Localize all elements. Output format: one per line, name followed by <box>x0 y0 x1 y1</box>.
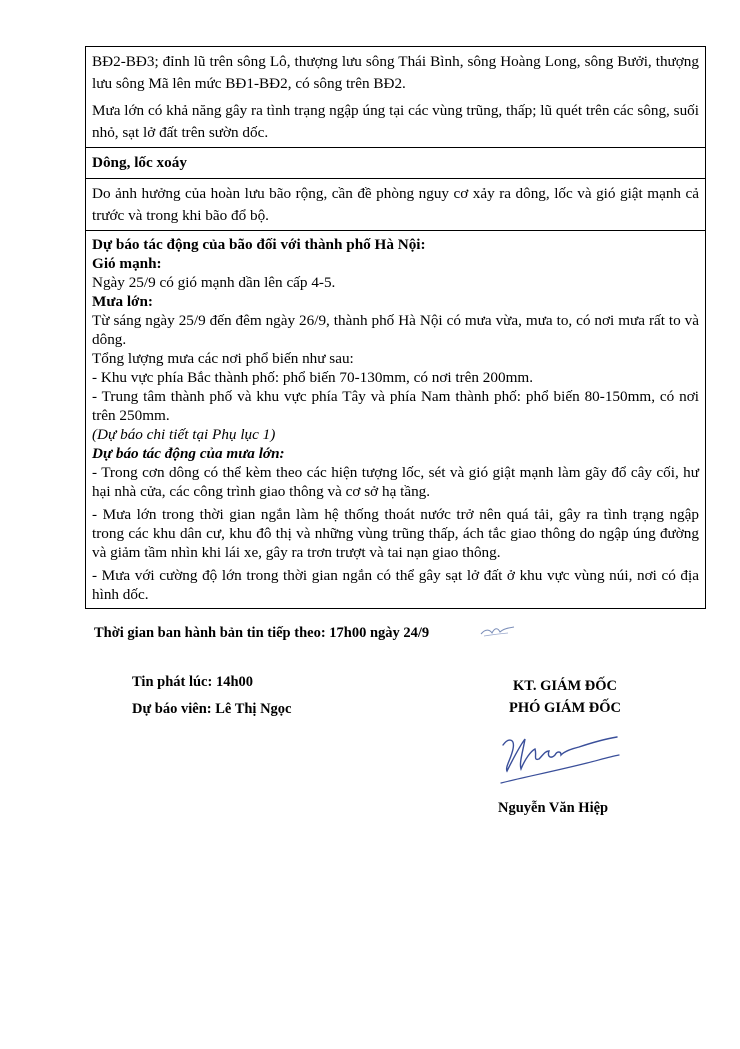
impact-item: - Mưa lớn trong thời gian ngắn làm hệ thống thoát nước trở nên quá tải, gây ra tình trạng ngập trong các khu dân cư, khu đô thị và những vùng trũng thấp, ách tắc giao thông do ngập úng đường và giảm tầm nhìn khi lái xe, gây ra trơn trượt và tai nạn giao thông. <box>92 506 699 561</box>
forecast-table <box>85 46 706 609</box>
wind-text: Ngày 25/9 có gió mạnh dần lên cấp 4-5. <box>92 274 336 291</box>
issue-info <box>132 673 292 727</box>
impact-item: - Trong cơn dông có thể kèm theo các hiện tượng lốc, sét và gió giật mạnh làm gãy đổ cây cối, hư hại nhà cửa, các công trình giao thông và cơ sở hạ tầng. <box>92 464 699 500</box>
flooding-risk-paragraph: Mưa lớn có khả năng gây ra tình trạng ngập úng tại các vùng trũng, thấp; lũ quét trên các sông, suối nhỏ, sạt lở đất trên sườn dốc. <box>92 102 699 141</box>
flood-section <box>86 47 705 147</box>
hanoi-impact-section <box>86 230 705 608</box>
deputy-director-title: PHÓ GIÁM ĐỐC <box>509 700 621 716</box>
storm-section <box>86 178 705 230</box>
wind-heading: Gió mạnh: <box>92 255 162 272</box>
impact-item: - Mưa với cường độ lớn trong thời gian ngắn có thể gây sạt lở đất ở khu vực vùng núi, nơi có địa hình dốc. <box>92 567 699 603</box>
director-title: KT. GIÁM ĐỐC <box>512 678 618 694</box>
forecaster-name: Dự báo viên: Lê Thị Ngọc <box>132 701 292 717</box>
storm-heading-row <box>86 147 705 178</box>
rain-heading: Mưa lớn: <box>92 293 153 310</box>
flood-levels-paragraph: BĐ2-BĐ3; đỉnh lũ trên sông Lô, thượng lưu sông Thái Bình, sông Hoàng Long, sông Bưởi, thượng lưu sông Mã lên mức BĐ1-BĐ2, có sông trên BĐ2. <box>92 53 699 92</box>
issued-time: Tin phát lúc: 14h00 <box>132 674 254 690</box>
signature-block <box>480 675 650 719</box>
rain-text: Từ sáng ngày 25/9 đến đêm ngày 26/9, thành phố Hà Nội có mưa vừa, mưa to, có nơi mưa rất to và dông. <box>92 312 699 348</box>
rain-total-intro: Tổng lượng mưa các nơi phổ biến như sau: <box>92 350 354 367</box>
appendix-note: (Dự báo chi tiết tại Phụ lục 1) <box>92 426 276 443</box>
rain-center: - Trung tâm thành phố và khu vực phía Tây và phía Nam thành phố: phổ biến 80-150mm, có nơi trên 250mm. <box>92 388 699 424</box>
storm-paragraph: Do ảnh hưởng của hoàn lưu bão rộng, cần đề phòng nguy cơ xảy ra dông, lốc và gió giật mạnh cả trước và trong khi bão đổ bộ. <box>92 185 699 224</box>
storm-heading: Dông, lốc xoáy <box>92 154 187 171</box>
signer-name: Nguyễn Văn Hiệp <box>498 800 609 816</box>
rain-north: - Khu vực phía Bắc thành phố: phổ biến 70-130mm, có nơi trên 200mm. <box>92 369 534 386</box>
next-issue-time: Thời gian ban hành bản tin tiếp theo: 17h00 ngày 24/9 <box>94 625 430 641</box>
rain-impact-heading: Dự báo tác động của mưa lớn: <box>92 445 285 462</box>
handwritten-signature <box>495 727 625 789</box>
initials-mark <box>478 622 518 640</box>
hanoi-impact-heading: Dự báo tác động của bão đối với thành phố Hà Nội: <box>92 236 426 253</box>
